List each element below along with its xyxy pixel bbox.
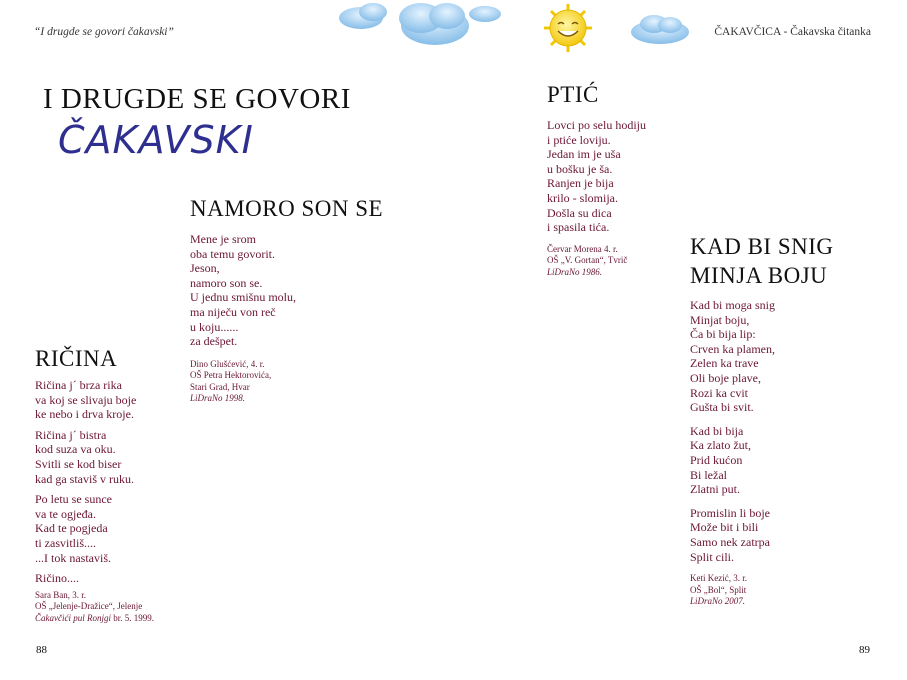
credit-line: Stari Grad, Hvar bbox=[190, 381, 250, 392]
poem-line: Mene je srom bbox=[190, 232, 256, 246]
poem-line: Došla su dica bbox=[547, 205, 612, 220]
poem-line: Ričina j´ bistra bbox=[35, 427, 107, 442]
poem-title: RIČINA bbox=[35, 346, 118, 371]
poem-body bbox=[547, 118, 646, 235]
poem-line: namoro son se. bbox=[190, 275, 263, 290]
cloud-group-icon bbox=[335, 0, 510, 52]
poem-line: krilo - slomija. bbox=[547, 190, 618, 205]
poem-line: Rozi ka cvit bbox=[690, 385, 748, 400]
poem-line: U jednu smišnu molu, bbox=[190, 290, 297, 305]
poem-title-line2: MINJA BOJU bbox=[690, 263, 828, 288]
poem-body bbox=[690, 298, 834, 564]
poem-ricina bbox=[35, 346, 154, 624]
poem-line: va te ogjeđa. bbox=[35, 506, 96, 521]
poem-line: i spasila tića. bbox=[547, 220, 610, 235]
poem-body bbox=[35, 378, 154, 586]
poem-credit bbox=[547, 244, 646, 279]
poem-namoro bbox=[190, 196, 383, 405]
credit-line: Sara Ban, 3. r. bbox=[35, 589, 86, 600]
page-number-left: 88 bbox=[36, 644, 47, 656]
chapter-title: I DRUGDE SE GOVORI bbox=[43, 83, 351, 115]
poem-line: va koj se slivaju boje bbox=[35, 392, 137, 407]
chapter-title-cakavski: ČAKAVSKI bbox=[58, 118, 254, 162]
poem-line: Svitli se kod biser bbox=[35, 456, 122, 471]
poem-line: kod suza va oku. bbox=[35, 442, 116, 457]
cloud-icon bbox=[630, 12, 692, 46]
poem-line: za dešpet. bbox=[190, 334, 238, 349]
running-header-right: ČAKAVČICA - Čakavska čitanka bbox=[714, 26, 871, 38]
credit-line: OŠ „Bol“, Split bbox=[690, 584, 747, 595]
stanza bbox=[35, 571, 154, 586]
stanza bbox=[690, 506, 834, 564]
poem-line: oba temu govorit. bbox=[190, 246, 275, 261]
poem-line: Lovci po selu hodiju bbox=[547, 118, 646, 132]
poem-line: kad ga staviš v ruku. bbox=[35, 471, 134, 486]
poem-title: NAMORO SON SE bbox=[190, 196, 384, 221]
poem-line: i ptiće loviju. bbox=[547, 132, 611, 147]
stanza bbox=[690, 298, 834, 415]
poem-line: u bošku je ša. bbox=[547, 161, 613, 176]
credit-source-title: Čakavčići pul Ronjgi bbox=[35, 612, 111, 623]
credit-source bbox=[35, 613, 154, 625]
poem-line: ...I tok nastaviš. bbox=[35, 550, 111, 565]
poem-line: Ča bi bija lip: bbox=[690, 327, 756, 342]
credit-line: OŠ „Jelenje-Dražice“, Jelenje bbox=[35, 601, 143, 612]
credit-line: Červar Morena 4. r. bbox=[547, 243, 618, 254]
stanza bbox=[35, 428, 154, 486]
poem-ptic bbox=[547, 82, 646, 278]
poem-line: ti zasvitliš.... bbox=[35, 535, 96, 550]
poem-credit bbox=[35, 590, 154, 625]
poem-body bbox=[190, 232, 383, 349]
poem-line: Oli boje plave, bbox=[690, 370, 761, 385]
credit-line: Keti Kezić, 3. r. bbox=[690, 573, 747, 584]
poem-line: Može bit i bili bbox=[690, 520, 759, 535]
credit-source: LiDraNo 1986. bbox=[547, 266, 603, 277]
poem-line: Kad bi moga snig bbox=[690, 298, 775, 312]
poem-line: Jedan im je uša bbox=[547, 147, 621, 162]
poem-line: Zelen ka trave bbox=[690, 356, 759, 371]
poem-line: Kad te pogjeda bbox=[35, 521, 108, 536]
poem-line: ma niječu von reč bbox=[190, 304, 276, 319]
poem-line: Po letu se sunce bbox=[35, 492, 112, 507]
poem-line: Kad bi bija bbox=[690, 423, 744, 438]
poem-line: Minjat boju, bbox=[690, 312, 750, 327]
poem-line: Split cili. bbox=[690, 549, 735, 564]
credit-line: OŠ „V. Gortan“, Tvrič bbox=[547, 255, 628, 266]
poem-line: Ka zlato žut, bbox=[690, 438, 751, 453]
poem-line: Prid kućon bbox=[690, 452, 743, 467]
poem-line: ke nebo i drva kroje. bbox=[35, 407, 134, 422]
poem-line: Promislin li boje bbox=[690, 505, 771, 520]
poem-line: Samo nek zatrpa bbox=[690, 534, 770, 549]
poem-line: Ričino.... bbox=[35, 571, 79, 586]
poem-line: u koju...... bbox=[190, 319, 239, 334]
poem-line: Ričina j´ brza rika bbox=[35, 378, 122, 392]
running-header-left: “I drugde se govori čakavski” bbox=[34, 26, 174, 38]
poem-line: Crven ka plamen, bbox=[690, 341, 775, 356]
poem-title: PTIĆ bbox=[547, 82, 599, 107]
credit-source: LiDraNo 1998. bbox=[190, 393, 246, 404]
poem-snig bbox=[690, 232, 834, 608]
poem-line: Jeson, bbox=[190, 261, 220, 276]
smiling-sun-icon bbox=[540, 2, 596, 54]
poem-credit bbox=[690, 573, 834, 608]
poem-line: Ranjen je bija bbox=[547, 176, 614, 191]
poem-credit bbox=[190, 359, 383, 405]
stanza bbox=[35, 378, 154, 422]
stanza bbox=[690, 424, 834, 497]
poem-line: Gušta bi svit. bbox=[690, 400, 754, 415]
page-number-right: 89 bbox=[859, 644, 870, 656]
credit-line: OŠ Petra Hektorovića, bbox=[190, 370, 272, 381]
stanza bbox=[35, 492, 154, 565]
credit-source: LiDraNo 2007. bbox=[690, 596, 746, 607]
poem-title: KAD BI SNIG bbox=[690, 234, 834, 259]
poem-line: Zlatni put. bbox=[690, 482, 740, 497]
poem-line: Bi ležal bbox=[690, 467, 727, 482]
credit-source-date: br. 5. 1999. bbox=[110, 612, 154, 623]
credit-line: Dino Glušćević, 4. r. bbox=[190, 358, 265, 369]
